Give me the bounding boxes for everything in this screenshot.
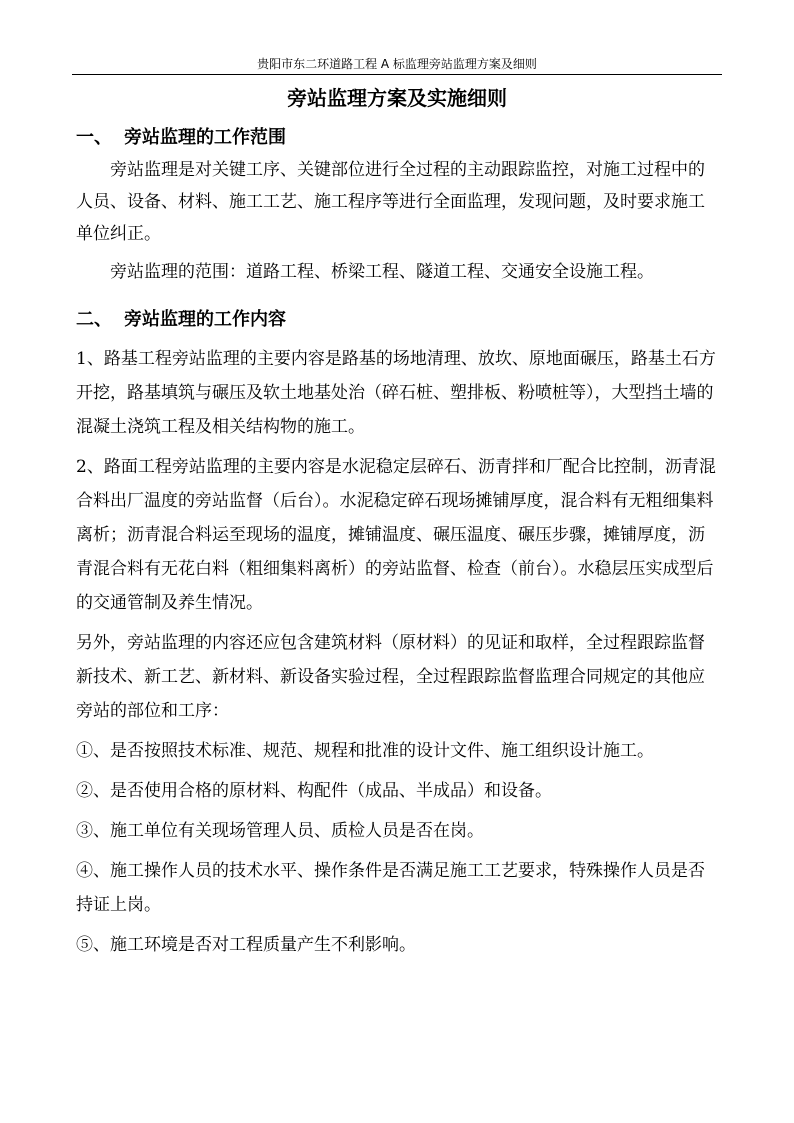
document-title: 旁站监理方案及实施细则: [287, 86, 507, 110]
running-header: 贵阳市东二环道路工程 A 标监理旁站监理方案及细则: [257, 57, 537, 71]
section-1-number: 一、: [76, 127, 112, 148]
check-item-5: ⑤、施工环境是否对工程质量产生不利影响。: [76, 935, 416, 955]
section-1-paragraph-2: 旁站监理的范围：道路工程、桥梁工程、隧道工程、交通安全设施工程。: [110, 262, 654, 282]
check-item-1: ①、是否按照技术标准、规范、规程和批准的设计文件、施工组织设计施工。: [76, 741, 654, 761]
check-item-4: ④、施工操作人员的技术水平、操作条件是否满足施工工艺要求，特殊操作人员是否持证上岗。: [76, 861, 705, 915]
section-2-item-1: 1、路基工程旁站监理的主要内容是路基的场地清理、放坎、原地面碾压，路基土石方开挖，路基填筑与碾压及软土地基处治（碎石桩、塑排板、粉喷桩等），大型挡土墙的混凝土浇筑工程及相关结构物的施工。: [76, 349, 716, 437]
check-item-3: ③、施工单位有关现场管理人员、质检人员是否在岗。: [76, 821, 484, 841]
section-2-heading: [76, 304, 720, 336]
section-1-paragraph-1: 旁站监理是对关键工序、关键部位进行全过程的主动跟踪监控，对施工过程中的人员、设备、材料、施工工艺、施工程序等进行全面监理，发现问题，及时要求施工单位纠正。: [76, 160, 705, 244]
section-1-heading: [76, 122, 720, 154]
document-body: [76, 122, 720, 962]
section-2-additional: 另外，旁站监理的内容还应包含建筑材料（原材料）的见证和取样，全过程跟踪监督新技术、新工艺、新材料、新设备实验过程，全过程跟踪监督监理合同规定的其他应旁站的部位和工序：: [76, 633, 705, 721]
section-2-title: 旁站监理的工作内容: [124, 309, 286, 330]
section-2-item-2: 2、路面工程旁站监理的主要内容是水泥稳定层碎石、沥青拌和厂配合比控制，沥青混合料出厂温度的旁站监督（后台）。水泥稳定碎石现场摊铺厚度，混合料有无粗细集料离析；沥青混合料运至现场的温度，摊铺温度、碾压温度、碾压步骤，摊铺厚度，沥青混合料有无花白料（粗细集料离析）的旁站监督、检查（前台）。水稳层压实成型后的交通管制及养生情况。: [76, 457, 716, 613]
section-2-number: 二、: [76, 309, 112, 330]
header-rule: [72, 74, 722, 75]
section-1-title: 旁站监理的工作范围: [124, 127, 286, 148]
check-item-2: ②、是否使用合格的原材料、构配件（成品、半成品）和设备。: [76, 781, 552, 801]
